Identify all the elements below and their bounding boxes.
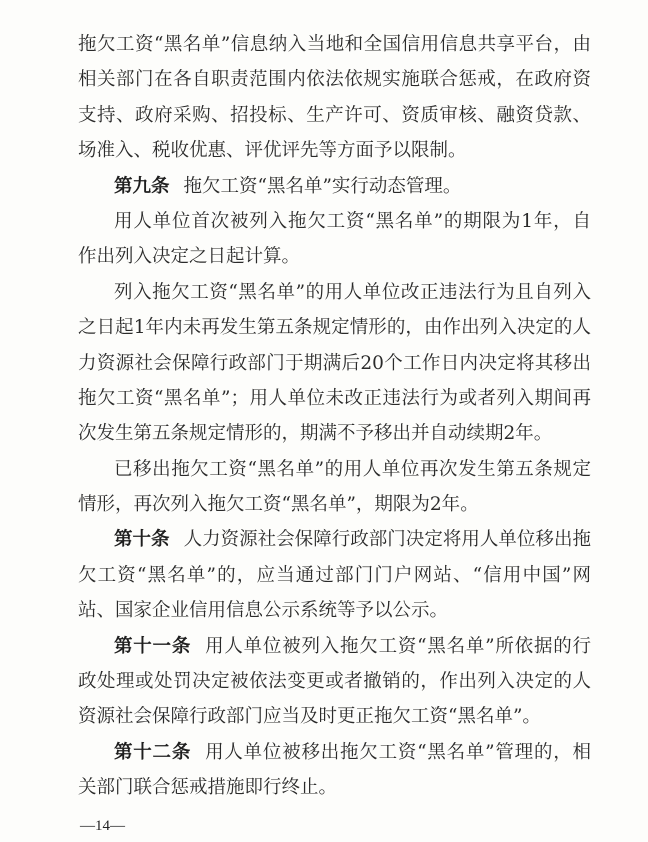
line-text: 相关部门在各自职责范围内依法依规实施联合惩戒，在政府资 (78, 69, 591, 91)
line-text: 拖欠工资“黑名单”实行动态管理。 (183, 175, 462, 197)
text-line (78, 346, 591, 381)
line-text: 次发生第五条规定情形的，期满不予移出并自动续期2年。 (78, 423, 553, 445)
line-text: 用人单位被列入拖欠工资“黑名单”所依据的行 (205, 635, 591, 657)
line-text: 力资源社会保障行政部门于期满后20个工作日内决定将其移出 (78, 352, 591, 374)
article-heading: 第十一条 (114, 635, 192, 657)
line-text: 作出列入决定之日起计算。 (78, 246, 301, 268)
line-text: 政处理或处罚决定被依法变更或者撤销的，作出列入决定的人 (78, 671, 591, 693)
text-line (78, 27, 591, 62)
line-text: 欠工资“黑名单”的，应当通过部门门户网站、“信用中国”网 (78, 564, 591, 586)
text-line (78, 664, 591, 699)
text-line (78, 98, 591, 133)
article-11 (78, 629, 591, 664)
text-line (78, 558, 591, 593)
text-line (78, 204, 591, 239)
text-line (78, 770, 591, 805)
line-text: 支持、政府采购、招投标、生产许可、资质审核、融资贷款、 (78, 104, 591, 126)
text-line (78, 487, 591, 522)
text-line (78, 381, 591, 416)
line-text: 关部门联合惩戒措施即行终止。 (78, 777, 338, 799)
page-number: —14— (80, 818, 125, 834)
text-line (78, 133, 591, 168)
text-line (78, 62, 591, 97)
text-line (78, 310, 591, 345)
line-text: 用人单位被移出拖欠工资“黑名单”管理的，相 (205, 741, 591, 763)
text-line (78, 593, 591, 628)
line-text: 用人单位首次被列入拖欠工资“黑名单”的期限为1年，自 (114, 210, 591, 232)
line-text: 场准入、税收优惠、评优评先等方面予以限制。 (78, 140, 467, 162)
line-text: 情形，再次列入拖欠工资“黑名单”，期限为2年。 (78, 494, 479, 516)
line-text: 拖欠工资“黑名单”；用人单位未改正违法行为或者列入期间再 (78, 387, 591, 409)
line-text: 拖欠工资“黑名单”信息纳入当地和全国信用信息共享平台，由 (78, 34, 591, 55)
line-text: 列入拖欠工资“黑名单”的用人单位改正违法行为且自列入 (114, 281, 591, 303)
line-text: 之日起1年内未再发生第五条规定情形的，由作出列入决定的人 (78, 317, 591, 339)
line-text: 资源社会保障行政部门应当及时更正拖欠工资“黑名单”。 (78, 706, 541, 728)
article-heading: 第十二条 (114, 741, 192, 763)
article-10 (78, 522, 591, 557)
text-line (78, 416, 591, 451)
article-9 (78, 169, 591, 204)
document-page (78, 27, 591, 806)
article-heading: 第十条 (114, 529, 170, 551)
text-line (78, 239, 591, 274)
line-text: 已移出拖欠工资“黑名单”的用人单位再次发生第五条规定 (114, 458, 591, 480)
article-heading: 第九条 (114, 175, 170, 197)
text-line (78, 699, 591, 734)
text-line (78, 452, 591, 487)
text-line (78, 275, 591, 310)
line-text: 站、国家企业信用信息公示系统等予以公示。 (78, 600, 449, 622)
article-12 (78, 735, 591, 770)
line-text: 人力资源社会保障行政部门决定将用人单位移出拖 (183, 529, 591, 551)
